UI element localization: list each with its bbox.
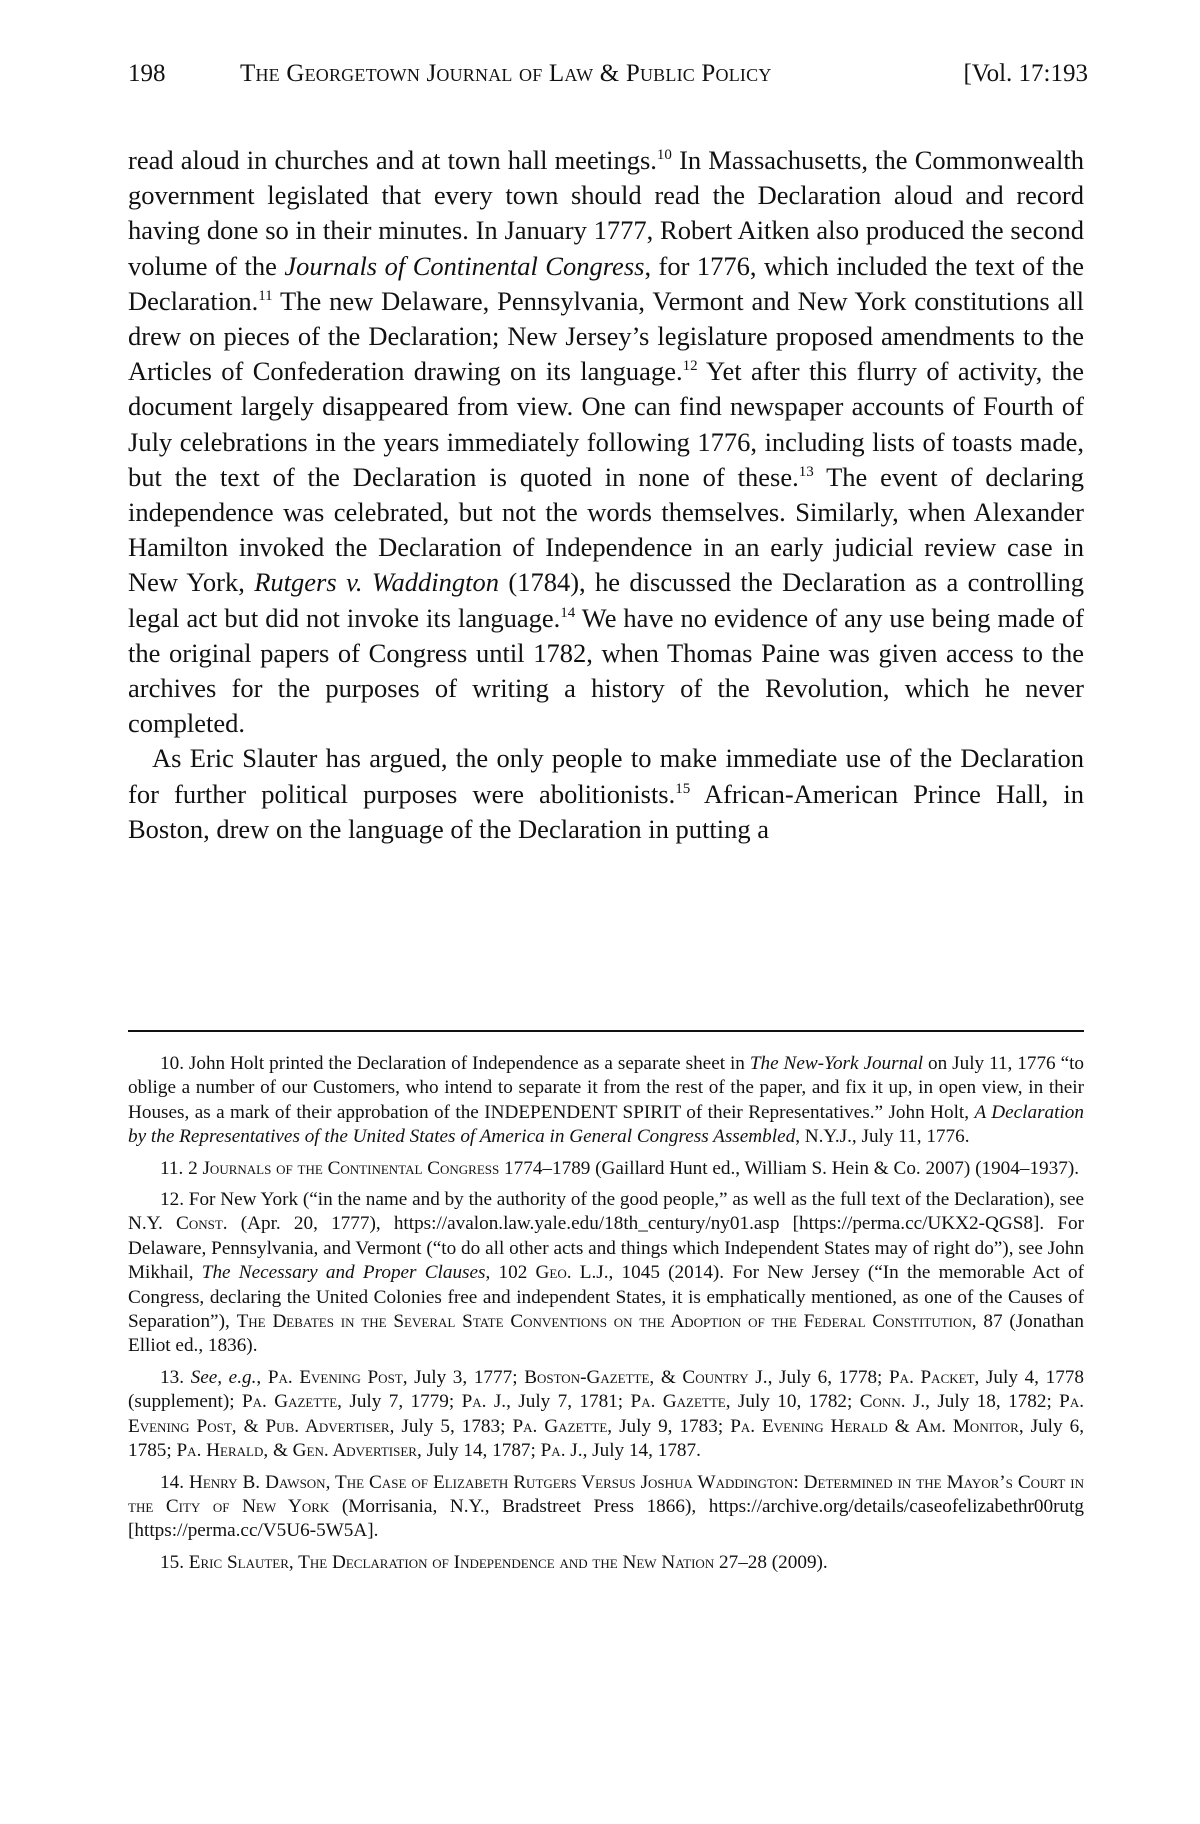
text-run: , July 6, 1785; — [128, 1415, 1084, 1462]
text-run: , July 9, 1783; — [607, 1415, 731, 1437]
small-caps-title: Geo. — [535, 1262, 572, 1284]
small-caps-title: Pa. Evening Post, & Pub. Advertiser — [128, 1391, 1085, 1437]
footnote-number: 10. — [160, 1053, 184, 1074]
text-run: , July 4, 1778 (supplement); — [128, 1366, 1084, 1413]
small-caps-title: Eric Slauter, The Declaration of Independence and the New Nation — [188, 1551, 715, 1573]
small-caps-title: Conn. J. — [859, 1391, 926, 1413]
small-caps-title: Pa. Evening Post — [267, 1366, 403, 1388]
text-run: 2 — [183, 1157, 203, 1179]
small-caps-title: Pa. Evening Herald & Am. Monitor — [730, 1415, 1019, 1437]
small-caps-title: Pa. Herald, & Gen. Advertiser — [176, 1440, 417, 1462]
footnote-ref-14[interactable]: 14 — [560, 604, 576, 621]
text-run: Yet after this flurry of activity, the document largely disappeared from view. One can find newspaper accounts of Fourth of July celebrations in the years immediately following 1776, including lists of toasts made, but the text of the Declaration is quoted in none of these. — [128, 356, 1084, 492]
running-header — [128, 56, 1088, 92]
small-caps-title: Pa. Packet — [889, 1366, 975, 1388]
text-run: , July 3, 1777; — [402, 1366, 525, 1388]
footnote-10 — [128, 1052, 1084, 1150]
footnote-divider — [128, 1030, 1084, 1032]
text-run: , July 7, 1779; — [337, 1391, 462, 1413]
text-run: In Massachusetts, the Commonwealth government legislated that every town should read the Declaration aloud and record having done so in their minutes. In January 1777, Robert Aitken also produced the second volume of the — [128, 145, 1084, 281]
page-number: 198 — [128, 60, 166, 87]
text-run: (1784), he discussed the Declaration as a controlling legal act but did not invoke its language. — [128, 567, 1084, 633]
text-run: , July 5, 1783; — [389, 1415, 513, 1437]
text-run: We have no evidence of any use being made of the original papers of Congress until 1782, when Thomas Paine was given access to the archives for the purposes of writing a history of the Revolution, which he never completed. — [128, 602, 1084, 739]
italic-title: A Declaration by the Representatives of the United States of America in General Congress Assembled — [128, 1101, 1084, 1148]
text-run: read aloud in churches and at town hall meetings. — [128, 145, 657, 175]
italic-case-name: Rutgers v. Waddington — [254, 567, 499, 598]
volume-citation: [Vol. 17:193 — [963, 60, 1088, 87]
small-caps-title: Pa. J. — [540, 1440, 583, 1462]
footnote-number: 12. — [160, 1189, 184, 1211]
text-run: , N.Y.J., July 11, 1776. — [795, 1126, 970, 1148]
small-caps-title: Boston-Gazette, & Country J. — [524, 1366, 768, 1388]
italic-title: The New-York Journal — [749, 1053, 924, 1074]
text-run: , July 14, 1787; — [416, 1440, 541, 1462]
paragraph — [128, 741, 1084, 847]
italic-signal: See, e.g. — [190, 1366, 257, 1388]
small-caps-title: Henry B. Dawson, The Case of Elizabeth Rutgers Versus Joshua Waddington: Determined in the Mayor’s Court in the City of New York — [128, 1471, 1085, 1517]
footnote-14 — [128, 1471, 1084, 1544]
footnote-ref-12[interactable]: 12 — [682, 358, 698, 375]
text-run: (Apr. 20, 1777), https://avalon.law.yale.edu/18th_century/ny01.asp [https://perma.cc/UKX2-QGS8]. For Delaware, Pennsylvania, and Vermont (“to do all other acts and things which Independent States may of right do”), see John Mikhail, — [128, 1213, 1084, 1284]
italic-title: The Necessary and Proper Clauses — [201, 1262, 486, 1284]
small-caps-title: Pa. Gazette — [512, 1415, 608, 1437]
text-run: John Holt printed the Declaration of Independence as a separate sheet in — [183, 1053, 750, 1074]
footnote-ref-15[interactable]: 15 — [675, 780, 691, 797]
small-caps-title: Journals of the Continental Congress — [202, 1157, 500, 1179]
text-run: The event of declaring independence was celebrated, but not the words themselves. Similarly, when Alexander Hamilton invoked the Declaration of Independence in an early judicial review case in New York, — [128, 461, 1084, 598]
italic-title: Journals of Continental Congress — [284, 250, 645, 281]
footnote-number: 14. — [160, 1471, 184, 1493]
small-caps-title: Pa. Gazette — [241, 1391, 338, 1413]
footnote-number: 11. — [160, 1157, 184, 1179]
text-run: , July 14, 1787. — [582, 1440, 701, 1462]
text-run: (Morrisania, N.Y., Bradstreet Press 1866), https://archive.org/details/caseofelizabethr00rutg [https://perma.cc/V5U6-5W5A]. — [128, 1495, 1084, 1542]
footnote-ref-13[interactable]: 13 — [798, 463, 814, 480]
small-caps-title: The Debates in the Several State Conventions on the Adoption of the Federal Constitution — [236, 1311, 972, 1333]
footnote-12 — [128, 1188, 1084, 1359]
text-run: As Eric Slauter has argued, the only people to make immediate use of the Declaration for further political purposes were abolitionists. — [128, 743, 1084, 809]
footnotes — [128, 1052, 1084, 1582]
small-caps-title: Pa. Gazette — [630, 1391, 726, 1413]
main-text — [128, 143, 1084, 847]
footnote-ref-10[interactable]: 10 — [656, 147, 672, 163]
footnote-number: 13. — [160, 1366, 184, 1388]
text-run: , for 1776, which included the text of the Declaration. — [128, 250, 1084, 316]
text-run: 1774–1789 (Gaillard Hunt ed., William S. Hein & Co. 2007) (1904–1937). — [499, 1157, 1079, 1179]
journal-title: The Georgetown Journal of Law & Public Policy — [240, 60, 772, 87]
footnote-11 — [128, 1157, 1084, 1181]
text-run: , 102 — [485, 1262, 536, 1284]
small-caps-title: Pa. J. — [461, 1391, 507, 1413]
small-caps-title: Const. — [176, 1213, 228, 1235]
text-run: , July 6, 1778; — [767, 1366, 890, 1388]
text-run: African-American Prince Hall, in Boston, drew on the language of the Declaration in putting a — [128, 778, 1084, 844]
text-run: on July 11, 1776 “to oblige a number of our Customers, who intend to separate it from the rest of the paper, and fix it up, in open view, in their Houses, as a mark of their approbation of the INDEPENDENT SPIRIT of their Representatives.” John Holt, — [128, 1053, 1085, 1123]
text-run: , July 7, 1781; — [506, 1391, 631, 1413]
text-run: 27–28 (2009). — [714, 1551, 828, 1573]
text-run: The new Delaware, Pennsylvania, Vermont and New York constitutions all drew on pieces of the Declaration; New Jersey’s legislature proposed amendments to the Articles of Confederation drawing on its language. — [128, 285, 1084, 387]
footnote-number: 15. — [160, 1551, 184, 1573]
footnote-13 — [128, 1366, 1084, 1464]
text-run: For New York (“in the name and by the authority of the good people,” as well as the full text of the Declaration), see N.Y. — [128, 1189, 1084, 1235]
text-run: , 87 (Jonathan Elliot ed., 1836). — [128, 1311, 1084, 1357]
footnote-15 — [128, 1551, 1084, 1575]
text-run: , — [256, 1366, 268, 1388]
text-run: , July 18, 1782; — [925, 1391, 1060, 1413]
text-run: , July 10, 1782; — [725, 1391, 860, 1413]
paragraph — [128, 143, 1084, 741]
footnote-ref-11[interactable]: 11 — [258, 287, 273, 304]
text-run: L.J., 1045 (2014). For New Jersey (“In the memorable Act of Congress, declaring the United Colonies free and independent States, it is emphatically mentioned, as one of the Causes of Separation”), — [128, 1262, 1084, 1333]
